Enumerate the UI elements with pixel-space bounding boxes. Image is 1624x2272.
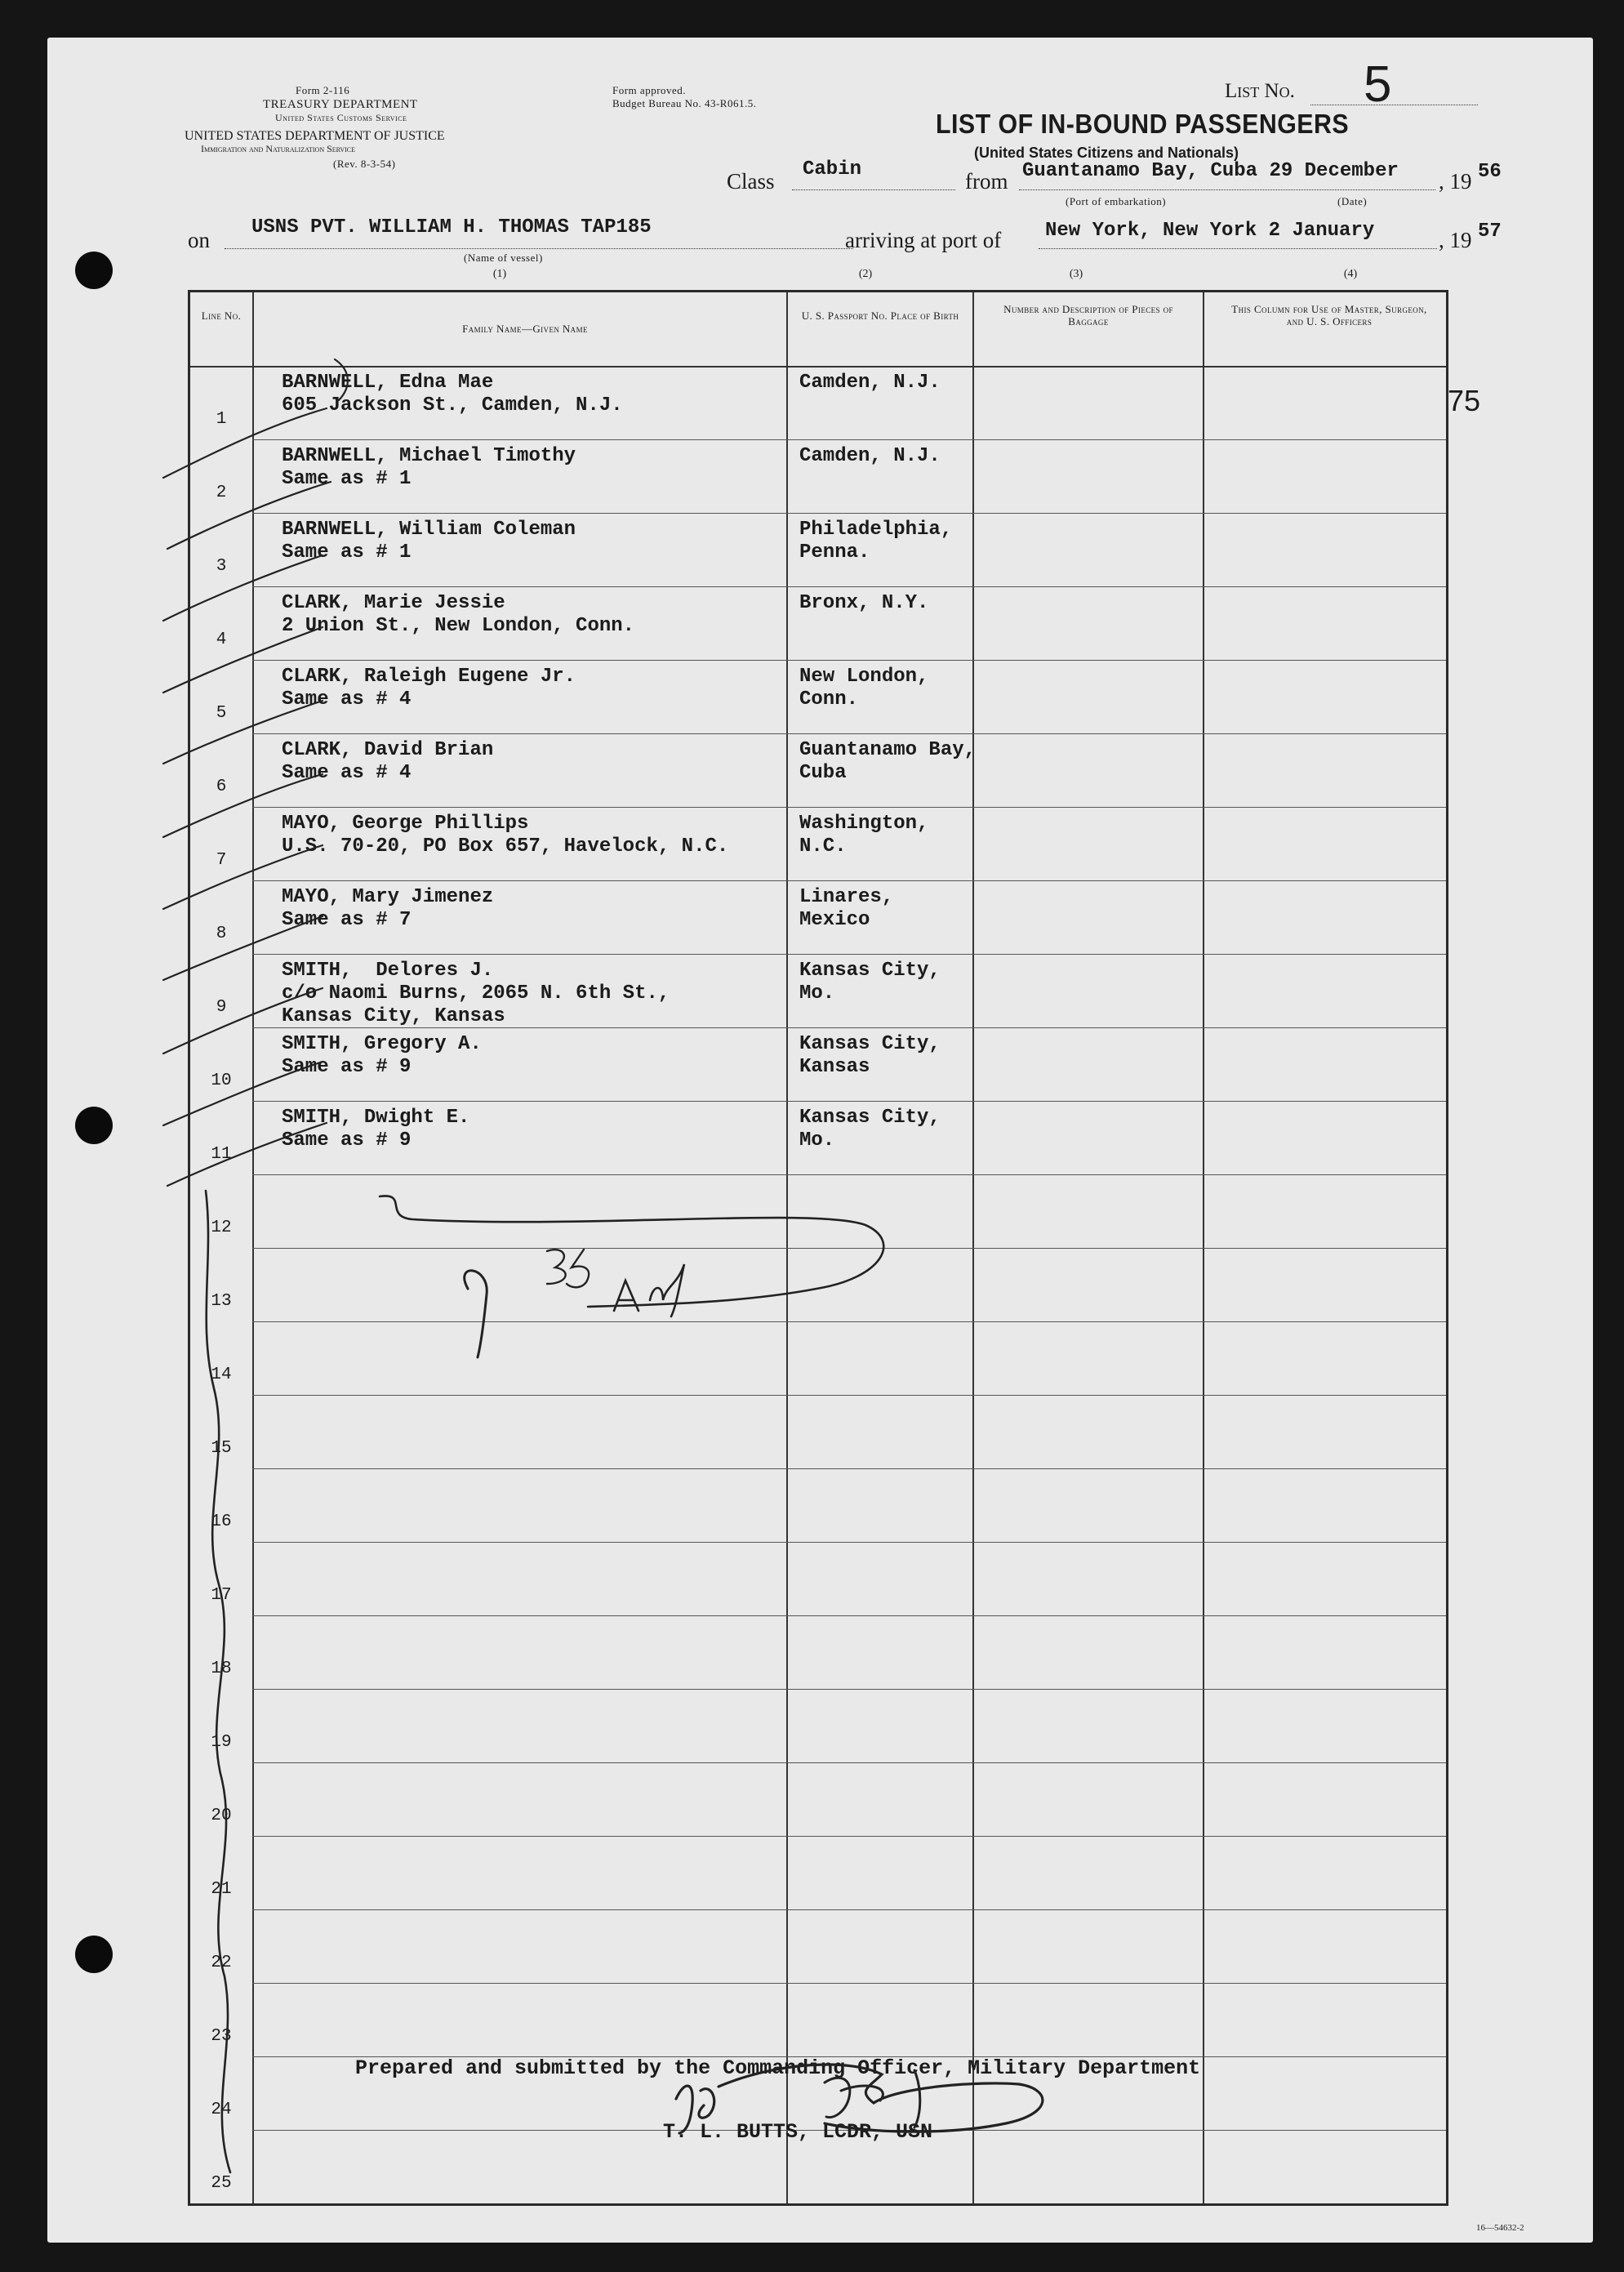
passenger-name: CLARK, David Brian [282,739,494,761]
form-number: Form 2-116 [296,84,350,96]
passenger-name: SMITH, Delores J. [282,960,494,982]
embark-year-prefix: , 19 [1439,169,1472,194]
row-line-number: 5 [216,704,227,723]
budget-bureau: Budget Bureau No. 43-R061.5. [612,97,757,109]
passenger-name: SMITH, Gregory A. [282,1033,482,1055]
customs-service: United States Customs Service [275,112,407,123]
place-of-birth-cont: N.C. [799,835,847,858]
passenger-address: Same as # 9 [282,1056,412,1078]
place-of-birth: Camden, N.J. [799,445,941,467]
passenger-name: CLARK, Marie Jessie [282,592,505,614]
col-caption-4: (4) [1343,268,1358,280]
form-revision: (Rev. 8-3-54) [333,158,396,170]
row-line-number: 15 [211,1439,232,1458]
vessel-caption: (Name of vessel) [464,252,543,264]
place-of-birth-cont: Kansas [799,1056,870,1078]
list-number-handwritten: 5 [1364,56,1392,113]
row-line-number: 1 [216,410,227,429]
from-label: from [965,169,1008,194]
place-of-birth: Kansas City, [799,1107,941,1129]
place-of-birth: Kansas City, [799,1033,941,1055]
date-caption: (Date) [1337,195,1368,207]
arriving-label: arriving at port of [845,228,1002,252]
passenger-address: Same as # 1 [282,541,412,564]
prepared-statement: Prepared and submitted by the Commanding Officer, Military Department [355,2056,1201,2080]
ins-heading: Immigration and Naturalization Service [201,143,356,154]
passenger-name: BARNWELL, William Coleman [282,519,576,541]
row-line-number: 21 [211,1880,232,1899]
passenger-address: Same as # 7 [282,909,412,931]
treasury-dept: TREASURY DEPARTMENT [263,98,418,111]
officer-note: 75 [1448,384,1481,417]
passenger-name: SMITH, Dwight E. [282,1107,470,1129]
row-line-number: 13 [211,1292,232,1311]
col-caption-3: (3) [1069,268,1083,280]
passenger-address: U.S. 70-20, PO Box 657, Havelock, N.C. [282,835,729,858]
header-passport: U. S. Passport No. Place of Birth [801,310,959,322]
on-label: on [188,228,210,252]
passenger-address: Same as # 1 [282,468,412,490]
row-line-number: 4 [216,630,227,649]
passenger-name: MAYO, Mary Jimenez [282,886,494,908]
row-line-number: 7 [216,851,227,870]
passenger-address: 605 Jackson St., Camden, N.J. [282,394,623,417]
header-officers: This Column for Use of Master, Surgeon, and U. S. Officers [1231,303,1427,327]
place-of-birth-cont: Penna. [799,541,870,564]
row-line-number: 24 [211,2100,232,2119]
place-of-birth: New London, [799,666,929,688]
place-of-birth: Guantanamo Bay, [799,739,977,761]
arrival-year: 57 [1478,221,1502,243]
row-line-number: 8 [216,924,227,943]
class-value: Cabin [803,158,862,180]
place-of-birth: Philadelphia, [799,519,953,541]
passenger-address: Same as # 4 [282,762,412,784]
arrival-year-prefix: , 19 [1439,228,1472,252]
row-line-number: 16 [211,1512,232,1531]
place-of-birth-cont: Mo. [799,1129,835,1152]
row-line-number: 11 [211,1145,232,1164]
place-of-birth-cont: Conn. [799,688,859,711]
place-of-birth: Kansas City, [799,960,941,982]
place-of-birth: Camden, N.J. [799,372,941,394]
place-of-birth-cont: Cuba [799,762,847,784]
list-no-label: List No. [1225,80,1295,102]
page-title: LIST OF IN-BOUND PASSENGERS [936,109,1350,139]
port-of-embarkation: Guantanamo Bay, Cuba 29 December [1022,160,1399,182]
row-line-number: 9 [216,998,227,1017]
row-line-number: 18 [211,1659,232,1678]
row-line-number: 6 [216,777,227,796]
row-line-number: 12 [211,1218,232,1237]
row-line-number: 10 [211,1071,232,1090]
header-name: Family Name—Given Name [462,323,588,335]
passenger-name: CLARK, Raleigh Eugene Jr. [282,666,576,688]
passenger-name: MAYO, George Phillips [282,813,529,835]
col-caption-2: (2) [858,268,873,280]
passenger-address: c/o Naomi Burns, 2065 N. 6th St., [282,982,670,1005]
doj-heading: UNITED STATES DEPARTMENT OF JUSTICE [185,129,445,143]
col-caption-1: (1) [492,268,507,280]
row-line-number: 23 [211,2027,232,2046]
passenger-address-cont: Kansas City, Kansas [282,1005,505,1027]
page-subtitle: (United States Citizens and Nationals) [974,145,1239,161]
form-approved: Form approved. [612,84,687,96]
row-line-number: 20 [211,1806,232,1825]
row-line-number: 14 [211,1365,232,1384]
row-line-number: 22 [211,1953,232,1972]
embark-year: 56 [1478,161,1502,183]
place-of-birth-cont: Mo. [799,982,835,1005]
place-of-birth: Washington, [799,813,929,835]
print-code: 16—54632-2 [1476,2223,1524,2233]
row-line-number: 25 [211,2174,232,2193]
header-line-no: Line No. [201,310,242,322]
officer-name: T. L. BUTTS, LCDR, USN [663,2120,933,2144]
row-line-number: 17 [211,1586,232,1605]
port-of-arrival: New York, New York 2 January [1045,220,1375,242]
passenger-name: BARNWELL, Michael Timothy [282,445,576,467]
row-line-number: 3 [216,557,227,576]
passenger-address: Same as # 9 [282,1129,412,1152]
class-label: Class [727,169,775,194]
vessel-name: USNS PVT. WILLIAM H. THOMAS TAP185 [251,216,652,238]
row-line-number: 19 [211,1733,232,1752]
place-of-birth: Bronx, N.Y. [799,592,929,614]
place-of-birth-cont: Mexico [799,909,870,931]
passenger-address: 2 Union St., New London, Conn. [282,615,635,637]
place-of-birth: Linares, [799,886,894,908]
header-baggage: Number and Description of Pieces of Baggage [1003,303,1173,327]
embark-caption: (Port of embarkation) [1066,195,1167,207]
row-line-number: 2 [216,483,227,502]
passenger-address: Same as # 4 [282,688,412,711]
passenger-name: BARNWELL, Edna Mae [282,372,494,394]
